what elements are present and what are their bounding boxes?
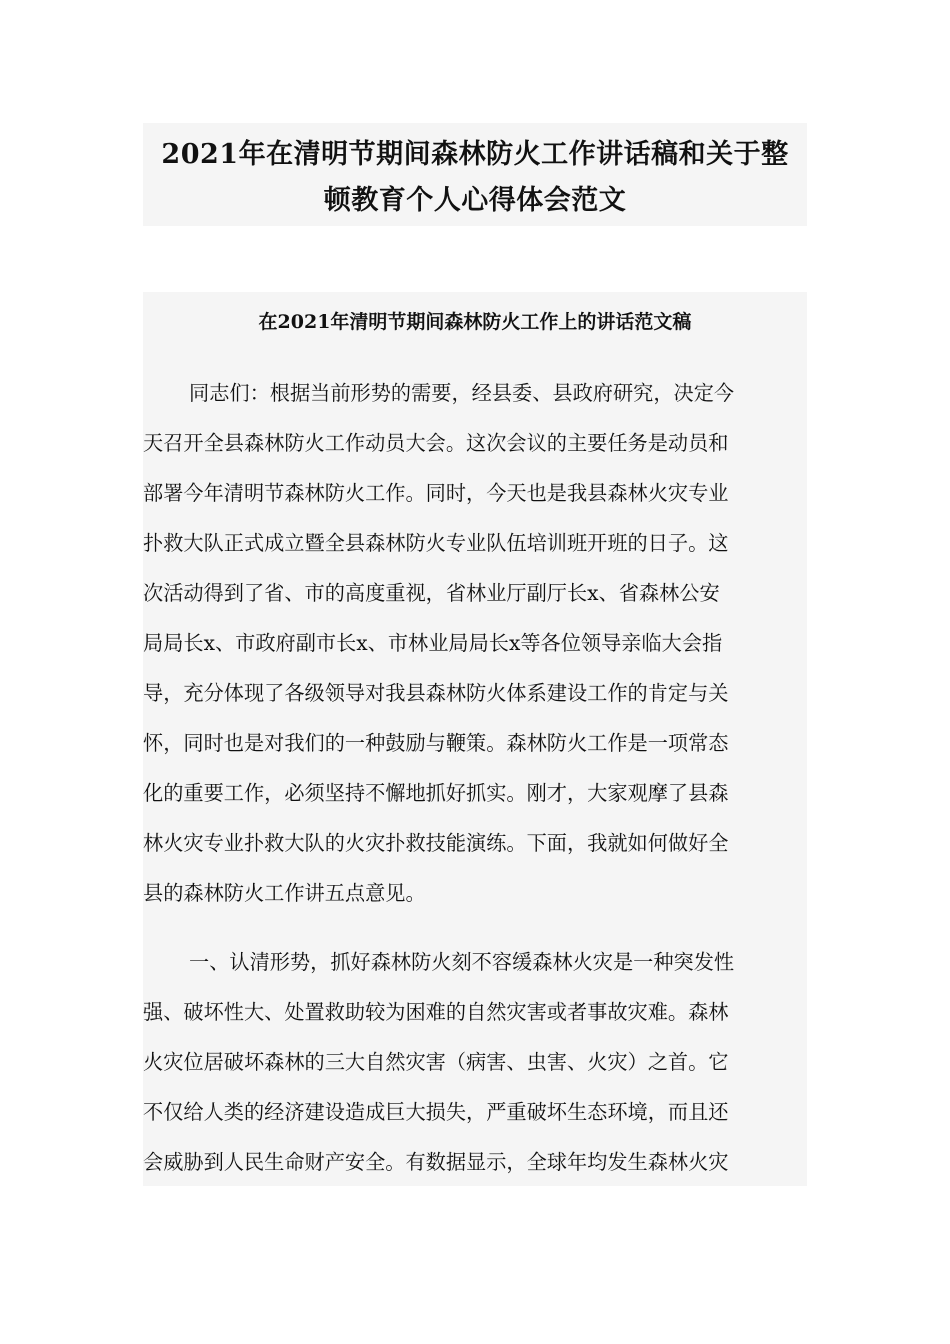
paragraph-1-line: 县的森林防火工作讲五点意见。 (143, 881, 426, 905)
document-body (143, 292, 807, 1186)
paragraph-1-line: 扑救大队正式成立暨全县森林防火专业队伍培训班开班的日子。这 (143, 531, 729, 555)
paragraph-2-line: 火灾位居破坏森林的三大自然灾害（病害、虫害、火灾）之首。它 (143, 1050, 729, 1074)
paragraph-1-line: 天召开全县森林防火工作动员大会。这次会议的主要任务是动员和 (143, 431, 729, 455)
section-subtitle: 在2021年清明节期间森林防火工作上的讲话范文稿 (258, 311, 692, 333)
paragraph-2-line: 会威胁到人民生命财产安全。有数据显示，全球年均发生森林火灾 (143, 1150, 729, 1174)
paragraph-1-line: 怀，同时也是对我们的一种鼓励与鞭策。森林防火工作是一项常态 (143, 731, 729, 755)
paragraph-1-line: 局局长x、市政府副市长x、市林业局局长x等各位领导亲临大会指 (143, 631, 723, 655)
paragraph-1-line: 林火灾专业扑救大队的火灾扑救技能演练。下面，我就如何做好全 (143, 831, 729, 855)
paragraph-1-line: 化的重要工作，必须坚持不懈地抓好抓实。刚才，大家观摩了县森 (143, 781, 729, 805)
paragraph-1-line: 次活动得到了省、市的高度重视，省林业厅副厅长x、省森林公安 (143, 581, 720, 605)
title-line-1: 2021年在清明节期间森林防火工作讲话稿和关于整 (161, 139, 789, 170)
title-line-2: 顿教育个人心得体会范文 (323, 185, 627, 216)
paragraph-2-line: 一、认清形势，抓好森林防火刻不容缓森林火灾是一种突发性 (189, 950, 735, 974)
paragraph-1-line: 同志们：根据当前形势的需要，经县委、县政府研究，决定今 (189, 381, 735, 405)
paragraph-1-line: 部署今年清明节森林防火工作。同时，今天也是我县森林火灾专业 (143, 481, 729, 505)
paragraph-2-line: 不仅给人类的经济建设造成巨大损失，严重破坏生态环境，而且还 (143, 1100, 729, 1124)
paragraph-2-line: 强、破坏性大、处置救助较为困难的自然灾害或者事故灾难。森林 (143, 1000, 729, 1024)
document-title (143, 123, 807, 226)
paragraph-1-line: 导，充分体现了各级领导对我县森林防火体系建设工作的肯定与关 (143, 681, 729, 705)
